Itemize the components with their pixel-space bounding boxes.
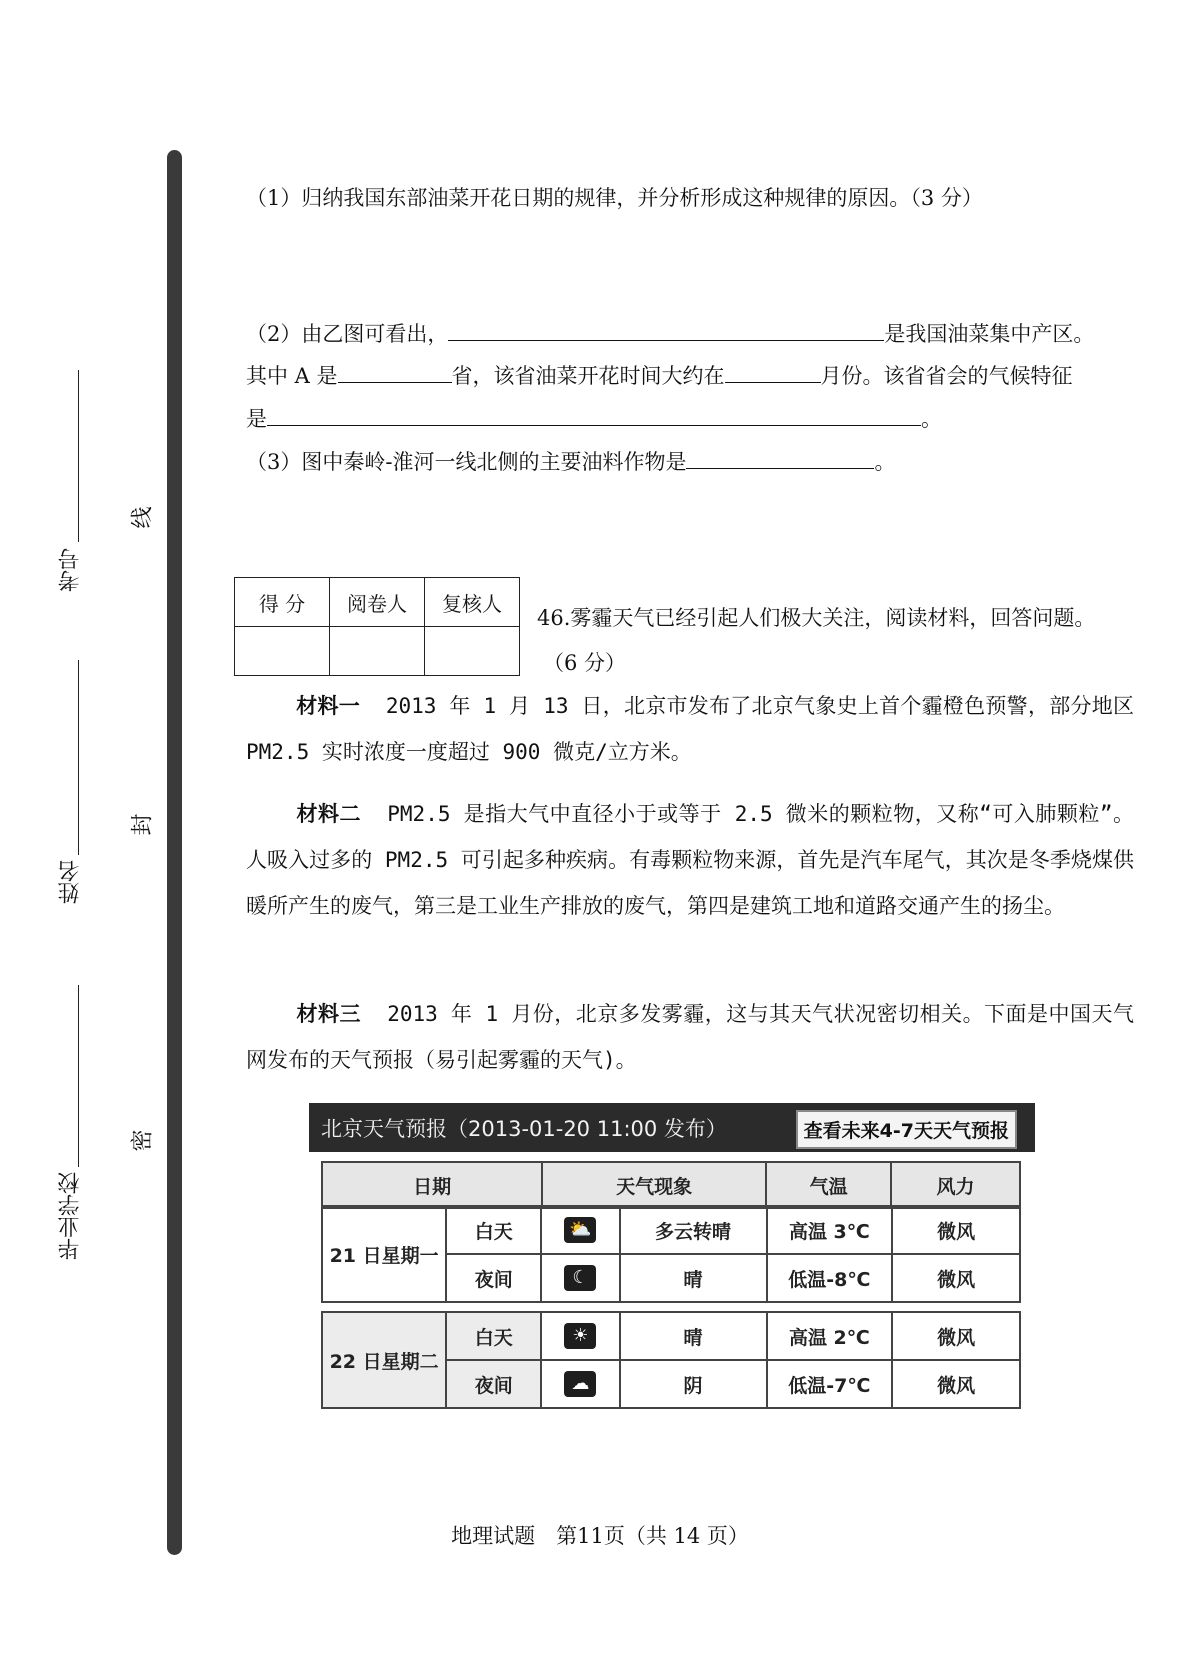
- reviewer-cell[interactable]: [425, 627, 520, 676]
- question-46-line1: 46.雾霾天气已经引起人们极大关注，阅读材料，回答问题。: [537, 606, 1096, 630]
- q2-blank-province[interactable]: [338, 360, 452, 383]
- name-label: 姓名: [58, 860, 83, 904]
- seal-feng: 封: [130, 813, 156, 836]
- wind: 微风: [892, 1360, 1020, 1408]
- wind: 微风: [892, 1312, 1020, 1360]
- material-3: [246, 991, 1134, 1083]
- weather-forecast-figure: [309, 1103, 1035, 1414]
- material-1-label: 材料一: [296, 694, 361, 718]
- temperature: 低温-8℃: [767, 1254, 893, 1302]
- forecast-day-2: [321, 1311, 1021, 1409]
- period: 白天: [446, 1206, 541, 1254]
- question-3: [246, 446, 895, 477]
- wind: 微风: [892, 1254, 1020, 1302]
- question-2-line1: [246, 318, 1094, 349]
- q3-text-a: （3）图中秦岭-淮河一线北侧的主要油料作物是: [246, 450, 687, 474]
- day-date: 22 日星期二: [322, 1312, 446, 1408]
- forecast-header-bar: [309, 1103, 1035, 1152]
- material-2-label: 材料二: [296, 802, 361, 826]
- seal-xian: 线: [130, 506, 156, 529]
- weather-icon-cell: [541, 1360, 619, 1408]
- temperature: 高温 2℃: [767, 1312, 893, 1360]
- weather-text: 多云转晴: [620, 1206, 767, 1254]
- weather-icon-cell: [541, 1206, 619, 1254]
- wind: 微风: [892, 1206, 1020, 1254]
- forecast-title: 北京天气预报（2013-01-20 11:00 发布）: [321, 1117, 727, 1141]
- score-cell[interactable]: [235, 627, 330, 676]
- q2-text-c: 其中 A 是: [246, 364, 338, 388]
- score-header: 得 分: [235, 578, 330, 627]
- material-3-label: 材料三: [296, 1002, 361, 1026]
- forecast-table-header: [321, 1161, 1021, 1209]
- school-label: 毕业学校: [58, 1172, 83, 1260]
- binding-bar: [167, 150, 182, 1555]
- header-temp: 气温: [766, 1162, 891, 1208]
- grader-cell[interactable]: [330, 627, 425, 676]
- name-line: [78, 660, 79, 855]
- moon-icon: ☾: [564, 1265, 596, 1291]
- q2-blank-month[interactable]: [725, 360, 821, 383]
- material-2: [246, 791, 1134, 929]
- reviewer-header: 复核人: [425, 578, 520, 627]
- period: 夜间: [446, 1360, 541, 1408]
- q2-text-d: 省，该省油菜开花时间大约在: [451, 364, 725, 388]
- q2-blank-climate[interactable]: [267, 403, 921, 426]
- q3-text-b: 。: [874, 450, 896, 474]
- period: 白天: [446, 1312, 541, 1360]
- weather-icon-cell: [541, 1254, 619, 1302]
- weather-text: 晴: [620, 1312, 767, 1360]
- weather-text: 晴: [620, 1254, 767, 1302]
- temperature: 低温-7℃: [767, 1360, 893, 1408]
- table-row: [322, 1312, 1020, 1360]
- day-date: 21 日星期一: [322, 1206, 446, 1302]
- sun-icon: ☀: [564, 1323, 596, 1349]
- weather-text: 阴: [620, 1360, 767, 1408]
- q3-blank-crop[interactable]: [686, 446, 874, 469]
- forecast-day-1: [321, 1205, 1021, 1303]
- header-weather: 天气现象: [542, 1162, 766, 1208]
- q2-blank-region[interactable]: [448, 318, 884, 341]
- material-2-text: PM2.5 是指大气中直径小于或等于 2.5 微米的颗粒物，又称“可入肺颗粒”。人吸入过多的 PM2.5 可引起多种疾病。有毒颗粒物来源，首先是汽车尾气，其次是冬季烧煤供暖所产生的废气，第三是工业生产排放的废气，第四是建筑工地和道路交通产生的扬尘。: [246, 802, 1134, 918]
- temperature: 高温 3℃: [767, 1206, 893, 1254]
- seal-mi: 密: [130, 1129, 156, 1152]
- weather-icon-cell: [541, 1312, 619, 1360]
- score-box: [234, 577, 520, 676]
- q2-text-b: 是我国油菜集中产区。: [884, 322, 1095, 346]
- question-46-line2: （6 分）: [543, 651, 627, 675]
- question-2-line3: [246, 403, 942, 434]
- exam-number-line: [78, 370, 79, 542]
- page-footer: 地理试题 第11页（共 14 页）: [451, 1524, 749, 1548]
- q2-text-a: （2）由乙图可看出，: [246, 322, 449, 346]
- grader-header: 阅卷人: [330, 578, 425, 627]
- partly-cloudy-icon: ⛅: [564, 1217, 596, 1243]
- question-2-line2: [246, 360, 1073, 391]
- cloud-icon: ☁: [564, 1371, 596, 1397]
- question-1: （1）归纳我国东部油菜开花日期的规律，并分析形成这种规律的原因。（3 分）: [246, 186, 983, 210]
- header-wind: 风力: [891, 1162, 1020, 1208]
- table-row: [322, 1206, 1020, 1254]
- header-date: 日期: [322, 1162, 542, 1208]
- material-1: [246, 683, 1134, 775]
- exam-number-label: 考号: [58, 548, 83, 592]
- material-3-text: 2013 年 1 月份，北京多发雾霾，这与其天气状况密切相关。下面是中国天气网发布的天气预报（易引起雾霾的天气)。: [246, 1002, 1134, 1072]
- material-1-text: 2013 年 1 月 13 日，北京市发布了北京气象史上首个霾橙色预警，部分地区 PM2.5 实时浓度一度超过 900 微克/立方米。: [246, 694, 1134, 764]
- q2-text-g: 。: [921, 407, 942, 431]
- period: 夜间: [446, 1254, 541, 1302]
- school-line: [78, 985, 79, 1167]
- q2-text-e: 月份。该省省会的气候特征: [820, 364, 1073, 388]
- q2-text-f: 是: [246, 407, 267, 431]
- future-forecast-button[interactable]: 查看未来4-7天天气预报: [796, 1110, 1017, 1149]
